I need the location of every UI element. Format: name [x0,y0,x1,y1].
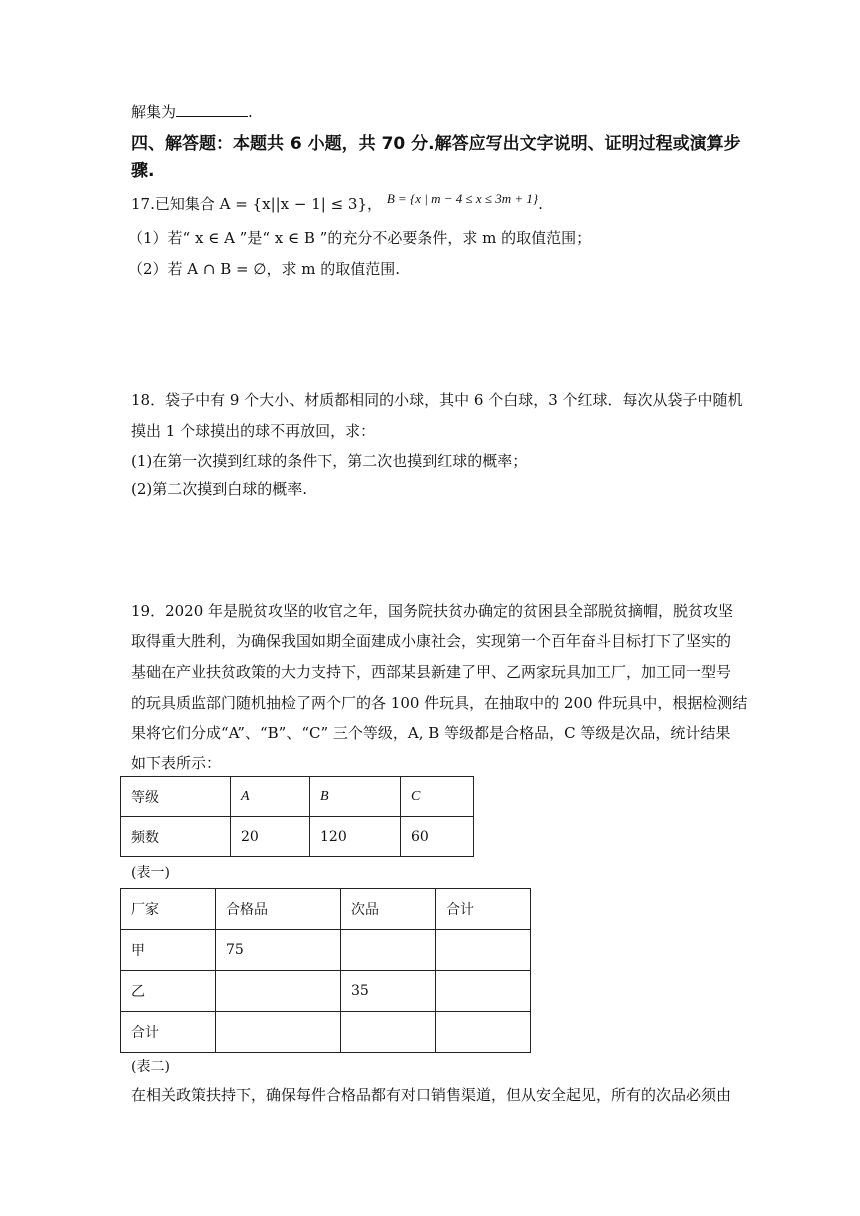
q18-part2: (2)第二次摸到白球的概率. [131,480,308,498]
q19-line2: 取得重大胜利，为确保我国如期全面建成小康社会，实现第一个百年奋斗目标打下了坚实的 [131,632,732,650]
table2-row [121,971,531,1012]
q18-line2: 摸出 1 个球摸出的球不再放回，求： [131,422,376,440]
section-heading-line1: 四、解答题：本题共 6 小题，共 70 分.解答应写出文字说明、证明过程或演算步 [131,134,741,154]
table2-cell: 乙 [121,971,216,1012]
table1-caption: (表一) [131,865,170,881]
q19-line1: 19．2020 年是脱贫攻坚的收官之年，国务院扶贫办确定的贫困县全部脱贫摘帽，脱贫攻坚 [131,602,734,620]
q19-line4: 的玩具质监部门随机抽检了两个厂的各 100 件玩具，在抽取中的 200 件玩具中，根据检测结 [131,694,748,712]
answer-blank [176,102,248,117]
answer-blank-line [131,101,253,123]
table2-cell [436,1012,531,1053]
table2-cell [216,1012,341,1053]
table2-cell: 75 [216,930,341,971]
q18-part1: (1)在第一次摸到红球的条件下，第二次也摸到红球的概率； [131,452,528,470]
table1-header-row [121,777,474,817]
table1-header-cell: 等级 [121,777,231,817]
table2-cell [436,930,531,971]
table1-cell: 60 [401,817,474,857]
q19-line3: 基础在产业扶贫政策的大力支持下，西部某县新建了甲、乙两家玩具加工厂，加工同一型号 [131,663,732,681]
table2-cell [341,930,436,971]
table2-header-row [121,889,531,930]
q17-part2: （2）若 A ∩ B = ∅，求 m 的取值范围. [128,260,400,278]
table2-cell: 合计 [121,1012,216,1053]
table1-row [121,817,474,857]
carry-over-prefix: 解集为 [131,103,177,121]
table2-header-cell: 合计 [436,889,531,930]
factory-quality-table [120,888,531,1053]
q17-intro [131,193,543,216]
grade-frequency-table [120,776,474,857]
table2-cell [436,971,531,1012]
table2-header-cell: 合格品 [216,889,341,930]
q17-set-b: B = {x | m − 4 ≤ x ≤ 3m + 1} [386,191,539,206]
q19-last-line: 在相关政策扶持下，确保每件合格品都有对口销售渠道，但从安全起见，所有的次品必须由 [131,1086,732,1104]
table2-cell: 35 [341,971,436,1012]
table1-cell: 20 [231,817,310,857]
q18-line1: 18．袋子中有 9 个大小、材质都相同的小球，其中 6 个白球，3 个红球．每次从袋子中随机 [131,391,743,409]
q19-line6: 如下表所示： [131,754,222,772]
section-heading-line2: 骤. [131,161,155,181]
table2-cell: 甲 [121,930,216,971]
q17-set-b-suffix: . [538,195,543,213]
table1-cell: 频数 [121,817,231,857]
table2-header-cell: 厂家 [121,889,216,930]
table2-row [121,930,531,971]
q17-part1: （1）若“ x ∈ A ”是“ x ∈ B ”的充分不必要条件，求 m 的取值范围； [128,229,592,247]
table2-caption: (表二) [131,1059,170,1075]
q19-line5: 果将它们分成“A”、“B”、“C” 三个等级，A, B 等级都是合格品，C 等级是次品，统计结果 [131,724,731,742]
table2-cell [216,971,341,1012]
table1-header-cell: C [401,777,474,817]
q17-set-a: 17.已知集合 A = {x||x − 1| ≤ 3}， [131,195,383,213]
table2-row [121,1012,531,1053]
table2-header-cell: 次品 [341,889,436,930]
table2-cell [341,1012,436,1053]
table1-header-cell: B [310,777,401,817]
table1-header-cell: A [231,777,310,817]
carry-over-suffix: . [248,103,253,121]
table1-cell: 120 [310,817,401,857]
